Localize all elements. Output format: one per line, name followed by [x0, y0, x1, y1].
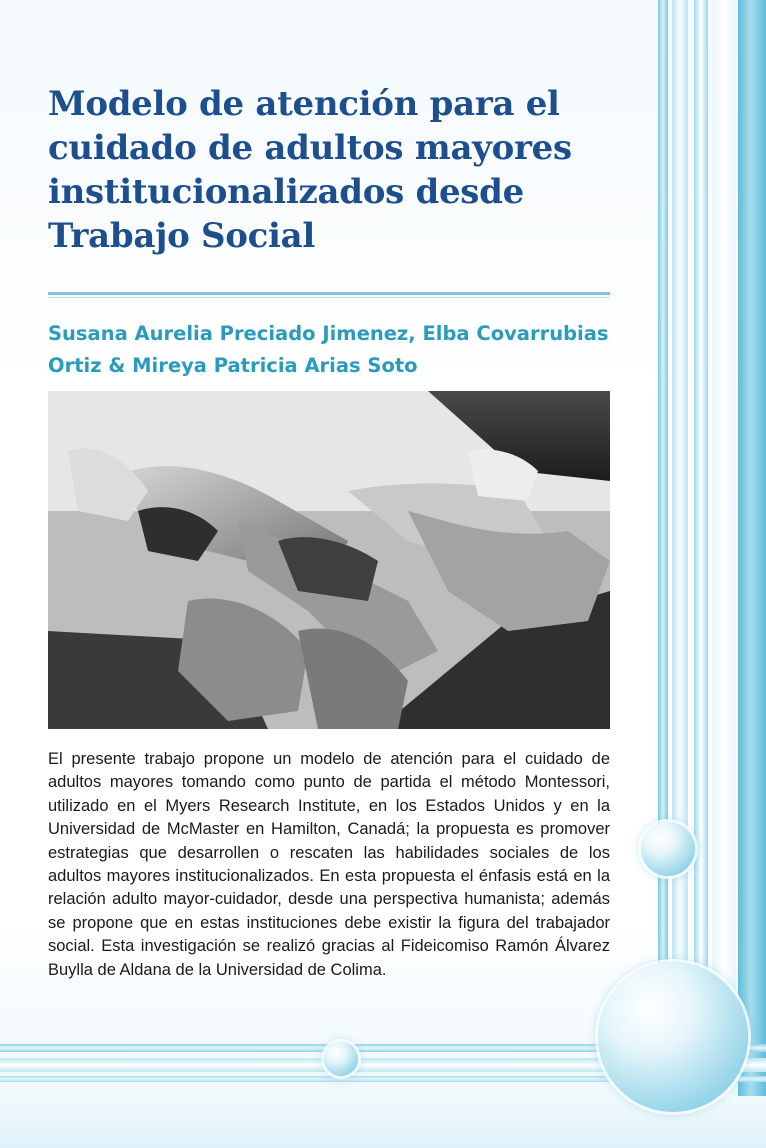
bubble-decoration [641, 822, 695, 876]
cover-photo [48, 391, 610, 729]
title-divider [48, 292, 610, 295]
book-title: Modelo de atención para el cuidado de adultos mayores institucionalizados desde Trabajo Social [48, 84, 572, 256]
hands-stacked-image [48, 391, 610, 729]
decorative-bar [738, 0, 766, 1148]
bubble-decoration [324, 1042, 358, 1076]
authors: Susana Aurelia Preciado Jimenez, Elba Covarrubias Ortiz & Mireya Patricia Arias Soto [48, 322, 609, 377]
title-divider-thin [48, 297, 610, 298]
abstract-text: El presente trabajo propone un modelo de atención para el cuidado de adultos mayores tomando como punto de partida el método Montessori, utilizado en el Myers Research Institute, en los Estados Unidos y en la Universidad de McMaster en Hamilton, Canadá; la propuesta es promover estrategias que desarrollen o rescaten las habilidades sociales de los adultos mayores institucionalizados. En esta propuesta el énfasis está en la relación adulto mayor-cuidador, desde una perspectiva humanista; además se propone que en estas instituciones debe existir la figura del trabajador social. Esta investigación se realizó gracias al Fideicomiso Ramón Álvarez Buylla de Aldana de la Universidad de Colima. [48, 750, 610, 979]
bubble-decoration [598, 962, 748, 1112]
